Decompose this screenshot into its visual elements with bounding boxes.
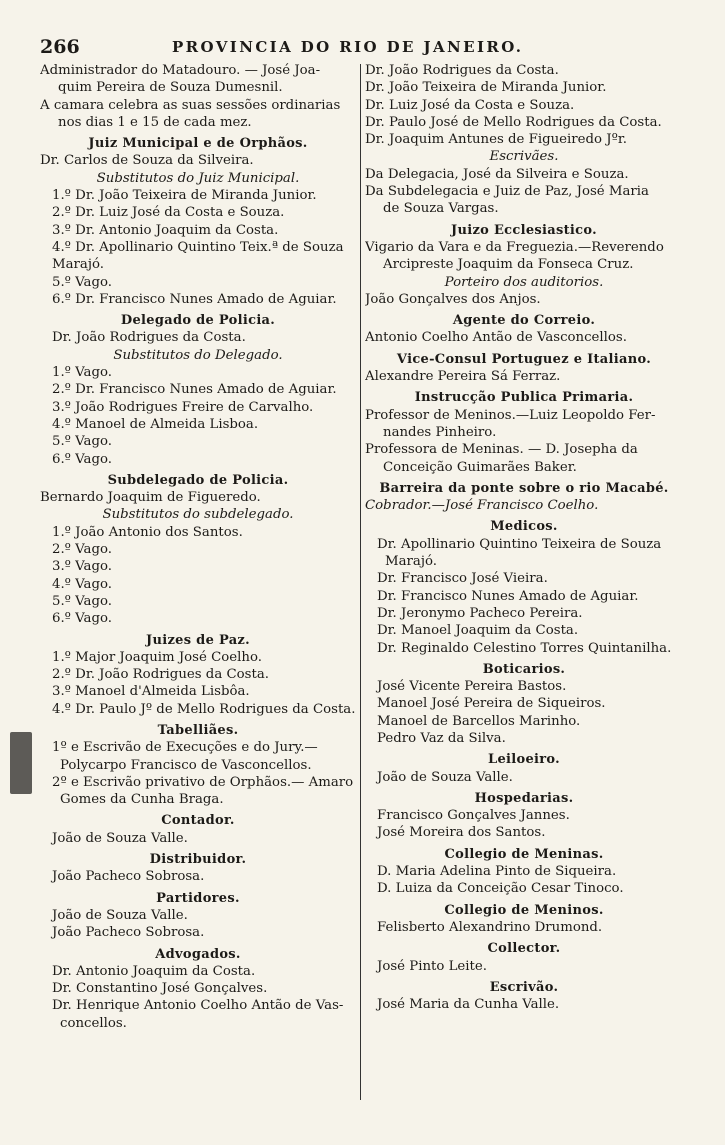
continued-line: Dr. Joaquim Antunes de Figueiredo Jºr. (365, 132, 627, 148)
section-heading-partidores: Partidores. (156, 890, 240, 906)
list-item: 6.º Vago. (52, 451, 112, 467)
tabelliao-line: 2º e Escrivão privativo de Orphãos.— Amaro (52, 774, 354, 790)
advogado-name: concellos. (60, 1015, 127, 1031)
instrucao-line: Conceição Guimarães Baker. (383, 459, 577, 475)
section-heading-leiloeiro: Leiloeiro. (488, 752, 560, 768)
list-item: 6.º Vago. (52, 611, 112, 627)
tabelliao-line: Gomes da Cunha Braga. (60, 792, 224, 808)
instrucao-line: nandes Pinheiro. (383, 424, 497, 440)
juiz-municipal-name: Dr. Carlos de Souza da Silveira. (40, 153, 254, 169)
escrivao-name: José Maria da Cunha Valle. (377, 997, 560, 1013)
list-item: 3.º Vago. (52, 559, 112, 575)
boticario-line: Pedro Vaz da Silva. (377, 730, 506, 746)
list-item: 3.º Dr. Antonio Joaquim da Costa. (52, 222, 279, 238)
subdelegado-substitutos-heading: Substitutos do subdelegado. (102, 507, 294, 523)
section-heading-escrivaes: Escrivães. (489, 149, 559, 165)
section-heading-consul: Vice-Consul Portuguez e Italiano. (396, 351, 652, 367)
collector-name: José Pinto Leite. (377, 958, 487, 974)
section-heading-medicos: Medicos. (490, 519, 558, 535)
continued-line: Dr. João Teixeira de Miranda Junior. (365, 80, 607, 96)
instrucao-line: Professora de Meninas. — D. Josepha da (365, 442, 638, 458)
section-heading-collegio-meninos: Collegio de Meninos. (444, 902, 604, 918)
delegado-substitutos-heading: Substitutos do Delegado. (113, 347, 283, 363)
section-heading-collector: Collector. (487, 941, 561, 957)
section-heading-barreira: Barreira da ponte sobre o rio Macabé. (379, 480, 669, 496)
section-heading-instrucao: Instrucção Publica Primaria. (414, 390, 634, 406)
list-item: 6.º Dr. Francisco Nunes Amado de Aguiar. (52, 291, 337, 307)
list-item: 2.º Dr. Francisco Nunes Amado de Aguiar. (52, 382, 337, 398)
list-item: 1.º Major Joaquim José Coelho. (52, 649, 262, 665)
right-column (365, 62, 683, 1102)
section-heading-correio: Agente do Correio. (452, 313, 596, 329)
list-item: 1.º Dr. João Teixeira de Miranda Junior. (52, 188, 317, 204)
intro-line: Administrador do Matadouro. — José Joa- (40, 63, 321, 78)
list-item: 1.º Vago. (52, 365, 112, 381)
ecclesiastico-line: Arcipreste Joaquim da Fonseca Cruz. (383, 257, 634, 273)
ecclesiastico-line: Vigario da Vara e da Freguezia.—Reverendo (365, 239, 664, 255)
list-item: 4.º Manoel de Almeida Lisboa. (52, 416, 259, 432)
continued-line: Dr. Paulo José de Mello Rodrigues da Costa. (365, 114, 662, 130)
tabelliao-line: Polycarpo Francisco de Vasconcellos. (60, 757, 312, 773)
list-item: 5.º Vago. (52, 593, 112, 609)
partidor-name: João Pacheco Sobrosa. (52, 925, 205, 941)
left-column (40, 62, 356, 1102)
list-item: 5.º Vago. (52, 274, 112, 290)
subdelegado-name: Bernardo Joaquim de Figueredo. (40, 490, 261, 506)
medico-line: Dr. Reginaldo Celestino Torres Quintanilha. (377, 640, 672, 656)
medico-line: Dr. Manoel Joaquim da Costa. (377, 623, 579, 639)
collegio-meninos-name: Felisberto Alexandrino Drumond. (377, 919, 603, 935)
section-heading-juizes-de-paz: Juizes de Paz. (146, 632, 250, 648)
list-item: 3.º João Rodrigues Freire de Carvalho. (52, 399, 314, 415)
advogado-name: Dr. Antonio Joaquim da Costa. (52, 963, 256, 979)
list-item: 3.º Manoel d'Almeida Lisbôa. (52, 684, 250, 700)
section-heading-contador: Contador. (161, 813, 235, 829)
intro-line: A camara celebra as suas sessões ordinarias (40, 97, 341, 113)
list-item: Marajó. (52, 257, 104, 273)
medico-line: Dr. Francisco Nunes Amado de Aguiar. (377, 588, 639, 604)
medico-line: Dr. Apollinario Quintino Teixeira de Souza (377, 536, 662, 552)
list-item: 4.º Vago. (52, 576, 112, 592)
intro-line: nos dias 1 e 15 de cada mez. (58, 114, 252, 130)
distribuidor-name: João Pacheco Sobrosa. (52, 869, 205, 885)
leiloeiro-name: João de Souza Valle. (377, 769, 513, 785)
intro-line: quim Pereira de Souza Dumesnil. (58, 80, 283, 96)
list-item: 4.º Dr. Apollinario Quintino Teix.ª de Souza (52, 239, 344, 255)
correio-name: Antonio Coelho Antão de Vasconcellos. (365, 330, 627, 346)
escrivao-line: Da Delegacia, José da Silveira e Souza. (365, 166, 629, 182)
section-heading-delegado: Delegado de Policia. (120, 313, 276, 329)
medico-line: Marajó. (385, 554, 437, 570)
instrucao-line: Professor de Meninos.—Luiz Leopoldo Fer- (365, 407, 656, 423)
juiz-substitutos-heading: Substitutos do Juiz Municipal. (96, 170, 300, 186)
page-header (40, 36, 690, 58)
continued-line: Dr. João Rodrigues da Costa. (365, 63, 559, 78)
column-divider (360, 64, 361, 1100)
collegio-meninas-line: D. Maria Adelina Pinto de Siqueira. (377, 864, 617, 880)
escrivao-line: de Souza Vargas. (383, 201, 499, 217)
tabelliao-line: 1º e Escrivão de Execuções e do Jury.— (52, 740, 318, 756)
boticario-line: José Vicente Pereira Bastos. (377, 679, 567, 695)
continued-line: Dr. Luiz José da Costa e Souza. (365, 97, 575, 113)
section-heading-distribuidor: Distribuidor. (149, 852, 247, 868)
hospedaria-line: Francisco Gonçalves Jannes. (377, 808, 570, 824)
margin-ink-smudge (10, 732, 32, 794)
list-item: 2.º Dr. João Rodrigues da Costa. (52, 667, 269, 683)
contador-name: João de Souza Valle. (52, 830, 188, 846)
boticario-line: Manoel José Pereira de Siqueiros. (377, 696, 606, 712)
boticario-line: Manoel de Barcellos Marinho. (377, 713, 581, 729)
partidor-name: João de Souza Valle. (52, 907, 188, 923)
consul-name: Alexandre Pereira Sá Ferraz. (365, 369, 561, 385)
list-item: 4.º Dr. Paulo Jº de Mello Rodrigues da Costa. (52, 701, 356, 717)
page-number: 266 (40, 36, 80, 58)
collegio-meninas-line: D. Luiza da Conceição Cesar Tinoco. (377, 881, 624, 897)
section-heading-tabelliaes: Tabelliães. (157, 722, 239, 738)
list-item: 2.º Dr. Luiz José da Costa e Souza. (52, 205, 285, 221)
list-item: 2.º Vago. (52, 542, 112, 558)
section-heading-collegio-meninas: Collegio de Meninas. (444, 846, 604, 862)
list-item: 1.º João Antonio dos Santos. (52, 524, 243, 540)
running-title: PROVINCIA DO RIO DE JANEIRO. (172, 38, 524, 56)
escrivao-line: Da Subdelegacia e Juiz de Paz, José Maria (365, 184, 649, 200)
section-heading-porteiro: Porteiro dos auditorios. (444, 274, 604, 290)
medico-line: Dr. Francisco José Vieira. (377, 571, 548, 587)
hospedaria-line: José Moreira dos Santos. (377, 825, 546, 841)
section-heading-juiz-municipal: Juiz Municipal e de Orphãos. (88, 136, 308, 152)
advogado-name: Dr. Constantino José Gonçalves. (52, 981, 268, 997)
section-heading-ecclesiastico: Juizo Ecclesiastico. (451, 222, 597, 238)
barreira-line: Cobrador.—José Francisco Coelho. (365, 498, 599, 514)
section-heading-boticarios: Boticarios. (482, 661, 566, 677)
delegado-name: Dr. João Rodrigues da Costa. (52, 330, 246, 346)
porteiro-name: João Gonçalves dos Anjos. (365, 291, 541, 307)
advogado-name: Dr. Henrique Antonio Coelho Antão de Vas- (52, 998, 344, 1014)
section-heading-subdelegado: Subdelegado de Policia. (107, 472, 289, 488)
section-heading-hospedarias: Hospedarias. (474, 790, 574, 806)
section-heading-escrivao: Escrivão. (489, 979, 559, 995)
list-item: 5.º Vago. (52, 434, 112, 450)
section-heading-advogados: Advogados. (155, 946, 241, 962)
medico-line: Dr. Jeronymo Pacheco Pereira. (377, 605, 583, 621)
